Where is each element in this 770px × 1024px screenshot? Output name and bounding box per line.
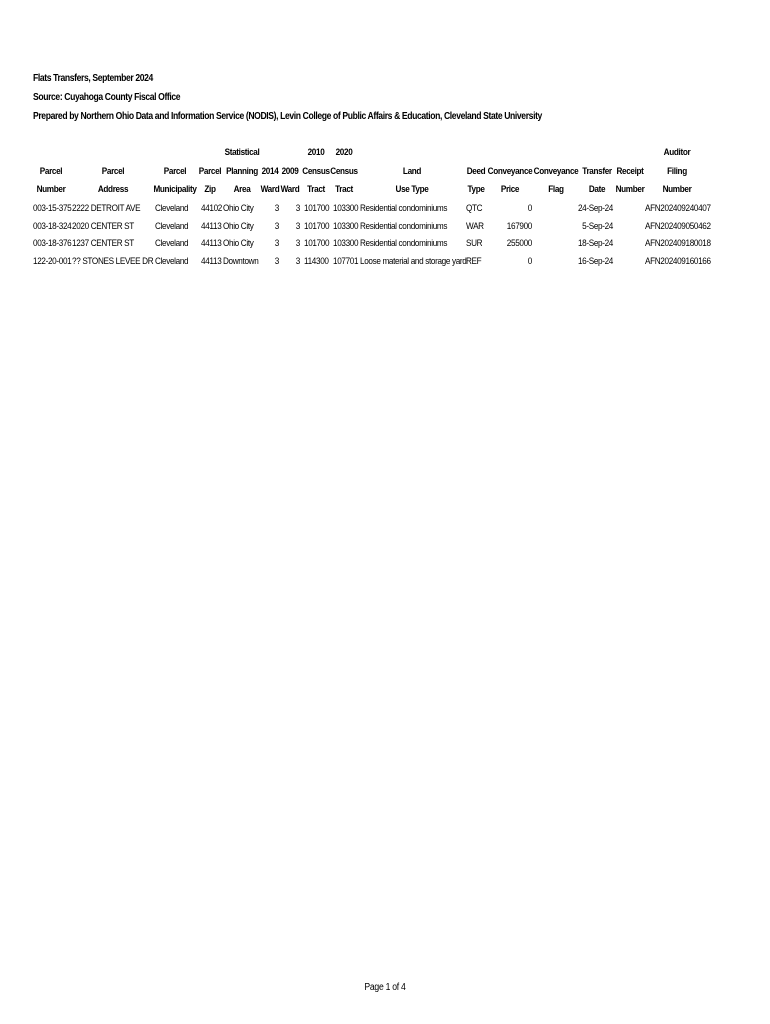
cell-conveyance-price: 255000 xyxy=(506,238,532,249)
cell-planning-area: Downtown xyxy=(223,256,259,267)
cell-deed-type: SUR xyxy=(466,238,483,249)
column-header-tract-2020: 2020 xyxy=(335,147,353,158)
cell-ward-2014: 3 xyxy=(274,256,279,267)
cell-parcel-address: 1237 CENTER ST xyxy=(72,238,134,249)
cell-tract-2010: 101700 xyxy=(304,238,330,249)
column-header-receipt-number: Receipt xyxy=(616,166,644,177)
column-header-tract-2020: Census xyxy=(330,166,358,177)
column-header-tract-2010: Tract xyxy=(307,184,325,195)
cell-ward-2009: 3 xyxy=(295,256,300,267)
cell-ward-2014: 3 xyxy=(274,221,279,232)
report-source: Source: Cuyahoga County Fiscal Office xyxy=(33,92,181,103)
cell-parcel-address: ?? STONES LEVEE DR xyxy=(72,256,154,267)
cell-auditor-filing: AFN202409050462 xyxy=(645,221,711,232)
column-header-parcel-municipality: Parcel xyxy=(163,166,187,177)
column-header-planning-area: Area xyxy=(233,184,251,195)
column-header-deed-type: Type xyxy=(467,184,485,195)
column-header-parcel-municipality: Municipality xyxy=(153,184,197,195)
column-header-parcel-zip: Parcel xyxy=(198,166,222,177)
cell-parcel-number: 003-18-376 xyxy=(33,238,72,249)
column-header-ward-2014: 2014 xyxy=(261,166,279,177)
cell-parcel-municipality: Cleveland xyxy=(155,221,189,232)
cell-ward-2009: 3 xyxy=(295,238,300,249)
column-header-auditor-filing: Filing xyxy=(667,166,687,177)
column-header-parcel-zip: Zip xyxy=(204,184,216,195)
column-header-ward-2014: Ward xyxy=(260,184,280,195)
cell-auditor-filing: AFN202409240407 xyxy=(645,203,711,214)
column-header-planning-area: Statistical xyxy=(224,147,260,158)
cell-land-use: Residential condominiums xyxy=(360,203,448,214)
cell-conveyance-price: 0 xyxy=(527,203,532,214)
cell-land-use: Residential condominiums xyxy=(360,238,448,249)
cell-tract-2010: 101700 xyxy=(304,203,330,214)
cell-transfer-date: 18-Sep-24 xyxy=(577,238,613,249)
cell-ward-2009: 3 xyxy=(295,203,300,214)
column-header-deed-type: Deed xyxy=(466,166,486,177)
column-header-parcel-address: Parcel xyxy=(101,166,125,177)
column-header-ward-2009: 2009 xyxy=(281,166,299,177)
cell-parcel-municipality: Cleveland xyxy=(155,203,189,214)
cell-parcel-address: 2222 DETROIT AVE xyxy=(72,203,141,214)
cell-tract-2020: 103300 xyxy=(333,238,359,249)
cell-parcel-municipality: Cleveland xyxy=(155,256,189,267)
cell-land-use: Residential condominiums xyxy=(360,221,448,232)
cell-parcel-zip: 44113 xyxy=(201,221,222,232)
cell-auditor-filing: AFN202409180018 xyxy=(645,238,711,249)
column-header-tract-2010: Census xyxy=(302,166,330,177)
cell-parcel-zip: 44113 xyxy=(201,238,222,249)
cell-land-use: Loose material and storage yard xyxy=(360,256,467,267)
cell-deed-type: QTC xyxy=(466,203,483,214)
column-header-transfer-date: Transfer xyxy=(582,166,612,177)
report-title: Flats Transfers, September 2024 xyxy=(33,73,153,84)
cell-parcel-zip: 44113 xyxy=(201,256,222,267)
cell-conveyance-price: 167900 xyxy=(506,221,532,232)
column-header-conveyance-flag: Flag xyxy=(548,184,564,195)
column-header-parcel-address: Address xyxy=(97,184,129,195)
column-header-land-use: Land xyxy=(402,166,422,177)
cell-auditor-filing: AFN202409160166 xyxy=(645,256,711,267)
cell-tract-2020: 103300 xyxy=(333,203,359,214)
column-header-auditor-filing: Number xyxy=(662,184,692,195)
cell-deed-type: WAR xyxy=(466,221,484,232)
page-number: Page 1 of 4 xyxy=(364,982,406,993)
cell-deed-type: REF xyxy=(466,256,482,267)
cell-planning-area: Ohio City xyxy=(223,238,254,249)
cell-parcel-number: 003-15-375 xyxy=(33,203,72,214)
cell-transfer-date: 24-Sep-24 xyxy=(577,203,613,214)
cell-tract-2020: 103300 xyxy=(333,221,359,232)
cell-parcel-number: 003-18-324 xyxy=(33,221,72,232)
column-header-parcel-number: Parcel xyxy=(39,166,63,177)
cell-conveyance-price: 0 xyxy=(527,256,532,267)
cell-transfer-date: 16-Sep-24 xyxy=(577,256,613,267)
column-header-planning-area: Planning xyxy=(226,166,258,177)
column-header-receipt-number: Number xyxy=(615,184,645,195)
cell-tract-2010: 101700 xyxy=(304,221,330,232)
column-header-conveyance-price: Price xyxy=(500,184,520,195)
cell-parcel-address: 2020 CENTER ST xyxy=(72,221,134,232)
column-header-tract-2010: 2010 xyxy=(307,147,325,158)
cell-tract-2010: 114300 xyxy=(304,256,329,267)
column-header-conveyance-price: Conveyance xyxy=(487,166,533,177)
cell-tract-2020: 107701 xyxy=(333,256,359,267)
cell-transfer-date: 5-Sep-24 xyxy=(582,221,613,232)
column-header-tract-2020: Tract xyxy=(335,184,353,195)
column-header-transfer-date: Date xyxy=(588,184,606,195)
column-header-auditor-filing: Auditor xyxy=(663,147,691,158)
cell-parcel-number: 122-20-001 xyxy=(33,256,72,267)
column-header-parcel-number: Number xyxy=(36,184,66,195)
cell-ward-2009: 3 xyxy=(295,221,300,232)
column-header-ward-2009: Ward xyxy=(280,184,300,195)
cell-planning-area: Ohio City xyxy=(223,221,254,232)
report-prepared-by: Prepared by Northern Ohio Data and Information Service (NODIS), Levin College of Public Affairs & Education, Cleveland State University xyxy=(33,111,542,122)
cell-parcel-zip: 44102 xyxy=(201,203,223,214)
column-header-conveyance-flag: Conveyance xyxy=(533,166,579,177)
column-header-land-use: Use Type xyxy=(395,184,429,195)
cell-planning-area: Ohio City xyxy=(223,203,254,214)
cell-parcel-municipality: Cleveland xyxy=(155,238,189,249)
cell-ward-2014: 3 xyxy=(274,238,279,249)
cell-ward-2014: 3 xyxy=(274,203,279,214)
